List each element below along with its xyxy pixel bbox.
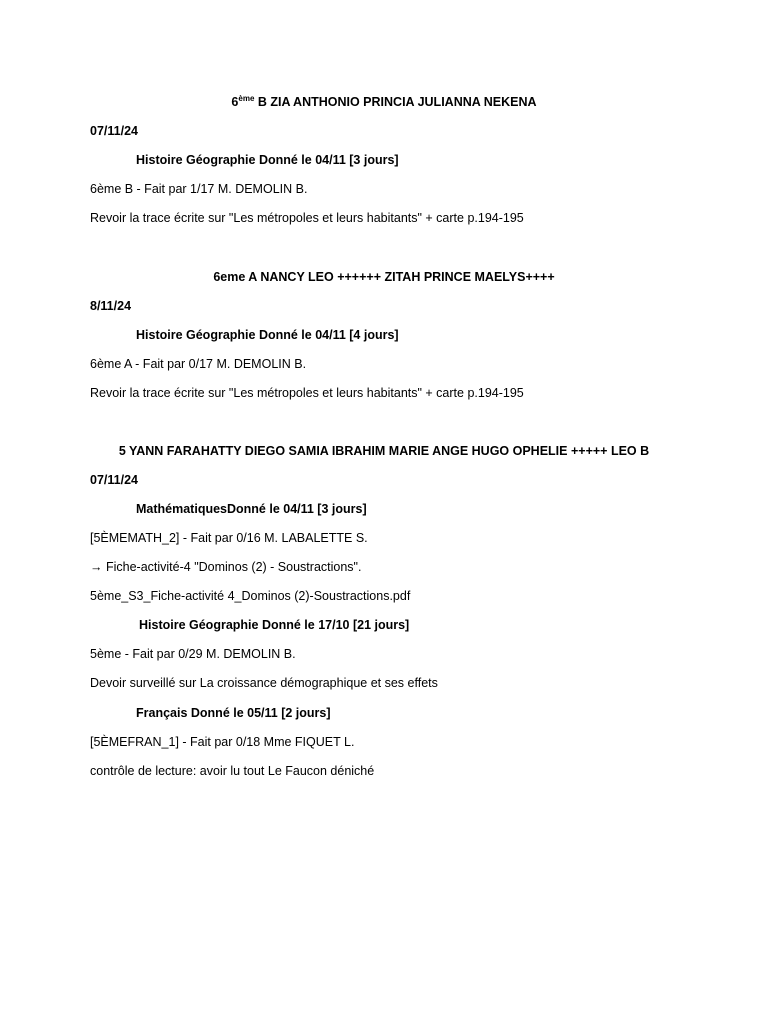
task-subject: MathématiquesDonné le 04/11 [3 jours] (136, 502, 367, 516)
task-subject: Histoire Géographie Donné le 04/11 [4 jours] (136, 328, 399, 342)
task-class-line: [5ÈMEFRAN_1] - Fait par 0/18 Mme FIQUET L. (90, 735, 355, 749)
section-heading: 6eme A NANCY LEO ++++++ ZITAH PRINCE MAELYS++++ (213, 270, 555, 284)
section-heading: 5 YANN FARAHATTY DIEGO SAMIA IBRAHIM MARIE ANGE HUGO OPHELIE +++++ LEO B (118, 444, 650, 458)
section-date: 8/11/24 (90, 299, 132, 313)
section-date: 07/11/24 (90, 473, 138, 487)
section-heading (0, 94, 768, 110)
task-detail: Revoir la trace écrite sur "Les métropoles et leurs habitants" + carte p.194-195 (90, 211, 524, 225)
task-class-line: 6ème B - Fait par 1/17 M. DEMOLIN B. (90, 182, 308, 196)
heading-rest: B ZIA ANTHONIO PRINCIA JULIANNA NEKENA (254, 95, 537, 109)
heading-superscript: ème (238, 94, 255, 103)
task-subject: Français Donné le 05/11 [2 jours] (136, 706, 331, 720)
task-detail: Revoir la trace écrite sur "Les métropoles et leurs habitants" + carte p.194-195 (90, 386, 524, 400)
heading-prefix: 6 (231, 95, 239, 109)
task-class-line: 6ème A - Fait par 0/17 M. DEMOLIN B. (90, 357, 307, 371)
task-subject: Histoire Géographie Donné le 04/11 [3 jours] (136, 153, 399, 167)
task-detail: → Fiche-activité-4 "Dominos (2) - Soustractions". (90, 560, 362, 574)
task-attachment: 5ème_S3_Fiche-activité 4_Dominos (2)-Soustractions.pdf (90, 589, 411, 603)
task-subject: Histoire Géographie Donné le 17/10 [21 jours] (139, 618, 410, 632)
section-date: 07/11/24 (90, 124, 138, 138)
task-class-line: 5ème - Fait par 0/29 M. DEMOLIN B. (90, 647, 296, 661)
task-class-line: [5ÈMEMATH_2] - Fait par 0/16 M. LABALETTE S. (90, 531, 368, 545)
task-detail: contrôle de lecture: avoir lu tout Le Faucon déniché (90, 764, 375, 778)
task-detail: Devoir surveillé sur La croissance démographique et ses effets (90, 676, 438, 690)
